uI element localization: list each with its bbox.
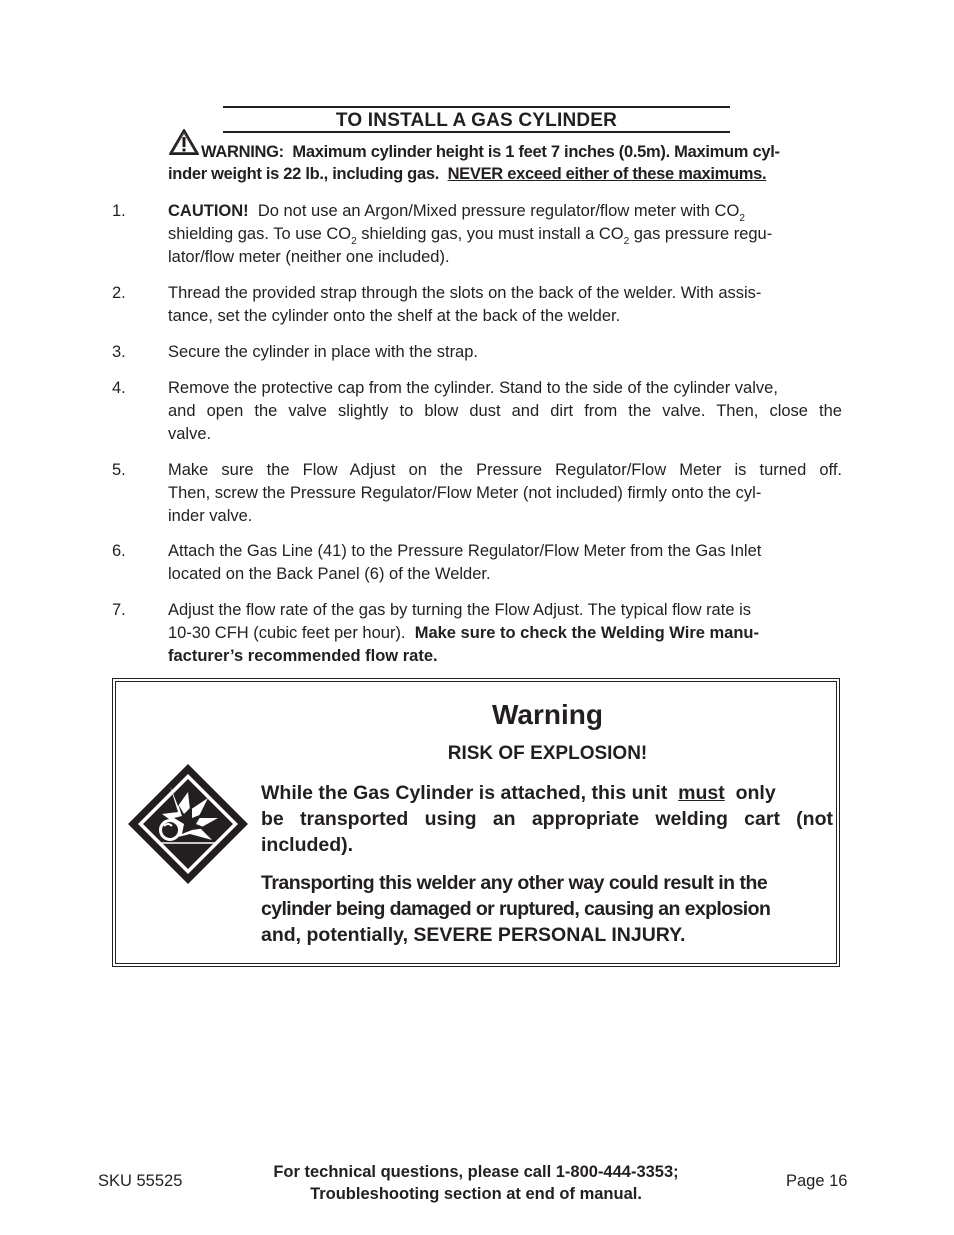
footer-support bbox=[226, 1161, 726, 1205]
step-7-text-2b: Make sure to check the Welding Wire manu- bbox=[414, 624, 759, 642]
warning-p1-text-a: While the Gas Cylinder is attached, this unit bbox=[261, 782, 668, 804]
step-4-line-2: and open the valve slightly to blow dust and dirt from the valve. Then, close the bbox=[168, 402, 842, 420]
step-1-number: 1. bbox=[112, 202, 126, 220]
step-7-line-3: facturer’s recommended flow rate. bbox=[168, 647, 438, 665]
warning-p1-text-b: only bbox=[735, 782, 776, 804]
heading-rule-top bbox=[223, 106, 730, 108]
step-1-line-3: lator/flow meter (neither one included). bbox=[168, 248, 450, 266]
warning-p2-line-3: and, potentially, SEVERE PERSONAL INJURY. bbox=[261, 924, 686, 946]
warning-p2-line-1: Transporting this welder any other way could result in the bbox=[261, 872, 768, 894]
explosion-hazard-icon bbox=[126, 762, 250, 886]
footer-line-1: For technical questions, please call 1-800-444-3353; bbox=[273, 1163, 679, 1181]
step-1-line-2 bbox=[168, 223, 842, 246]
step-6-line-1: Attach the Gas Line (41) to the Pressure Regulator/Flow Meter from the Gas Inlet bbox=[168, 542, 762, 560]
warning-subtitle: RISK OF EXPLOSION! bbox=[447, 743, 648, 764]
step-6-number: 6. bbox=[112, 542, 126, 560]
step-1-text-2c: gas pressure regu- bbox=[629, 225, 773, 243]
step-4-line-1: Remove the protective cap from the cylinder. Stand to the side of the cylinder valve, bbox=[168, 379, 778, 397]
step-2-line-2: tance, set the cylinder onto the shelf at the back of the welder. bbox=[168, 307, 621, 325]
top-warning-line-2 bbox=[168, 163, 842, 185]
step-3-number: 3. bbox=[112, 343, 126, 361]
step-2-line-1: Thread the provided strap through the slots on the back of the welder. With assis- bbox=[168, 284, 762, 302]
top-warning-text-1: Maximum cylinder height is 1 feet 7 inches (0.5m). Maximum cyl- bbox=[292, 143, 780, 161]
top-warning-never-exceed: NEVER exceed either of these maximums. bbox=[447, 165, 767, 183]
top-warning-line-1 bbox=[201, 141, 842, 163]
step-1-text-2a: shielding gas. To use CO bbox=[168, 225, 352, 243]
warning-must: must bbox=[678, 782, 725, 804]
caution-label: CAUTION! bbox=[168, 202, 249, 220]
step-7-line-1: Adjust the flow rate of the gas by turning the Flow Adjust. The typical flow rate is bbox=[168, 601, 751, 619]
co2-subscript: 2 bbox=[351, 236, 357, 247]
step-5-line-1: Make sure the Flow Adjust on the Pressure Regulator/Flow Meter is turned off. bbox=[168, 461, 842, 479]
warning-title: Warning bbox=[492, 699, 603, 730]
step-5-line-2: Then, screw the Pressure Regulator/Flow Meter (not included) firmly onto the cyl- bbox=[168, 484, 762, 502]
warning-p2-line-2: cylinder being damaged or ruptured, causing an explosion bbox=[261, 898, 771, 920]
step-7-line-2 bbox=[168, 622, 842, 645]
step-4-line-3: valve. bbox=[168, 425, 212, 443]
page-number: Page 16 bbox=[786, 1172, 848, 1190]
step-3-line-1: Secure the cylinder in place with the strap. bbox=[168, 343, 478, 361]
step-5-number: 5. bbox=[112, 461, 126, 479]
top-warning-label: WARNING: bbox=[201, 143, 284, 161]
step-1-text-1: Do not use an Argon/Mixed pressure regulator/flow meter with CO bbox=[257, 202, 740, 220]
step-1-text-2b: shielding gas, you must install a CO bbox=[356, 225, 624, 243]
step-2-number: 2. bbox=[112, 284, 126, 302]
step-4-number: 4. bbox=[112, 379, 126, 397]
step-7-text-2a: 10-30 CFH (cubic feet per hour). bbox=[168, 624, 406, 642]
co2-subscript: 2 bbox=[623, 236, 630, 247]
step-1-line-1 bbox=[168, 200, 842, 223]
sku-number: SKU 55525 bbox=[98, 1172, 183, 1190]
step-7-number: 7. bbox=[112, 601, 126, 619]
step-5-line-3: inder valve. bbox=[168, 507, 253, 525]
top-warning-text-2: inder weight is 22 lb., including gas. bbox=[168, 165, 439, 183]
warning-p1-line-2: be transported using an appropriate welding cart (not bbox=[261, 808, 833, 830]
step-6-line-2: located on the Back Panel (6) of the Welder. bbox=[168, 565, 491, 583]
co2-subscript: 2 bbox=[739, 213, 745, 224]
section-heading: TO INSTALL A GAS CYLINDER bbox=[335, 110, 618, 131]
warning-p1-line-1 bbox=[261, 780, 833, 806]
warning-p1-line-3: included). bbox=[261, 834, 354, 856]
footer-line-2: Troubleshooting section at end of manual. bbox=[310, 1185, 642, 1203]
heading-rule-bottom bbox=[223, 131, 730, 133]
warning-triangle-icon bbox=[168, 128, 200, 156]
